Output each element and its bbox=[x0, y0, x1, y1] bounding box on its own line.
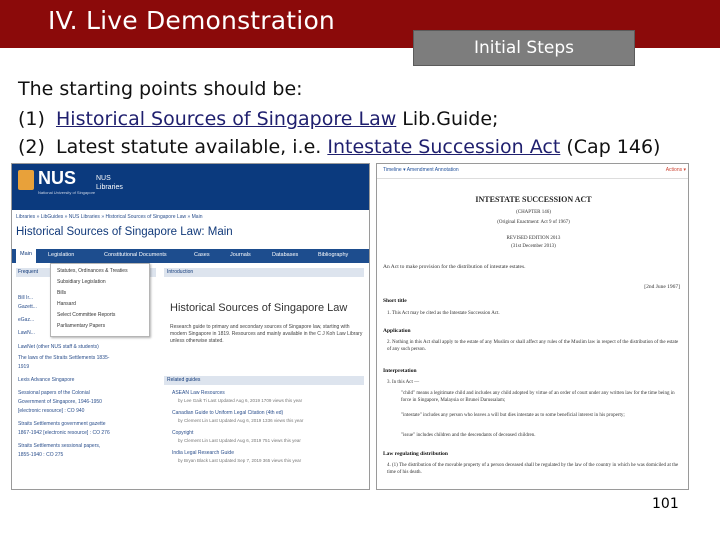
act-revised-edition: REVISED EDITION 2013 bbox=[506, 236, 561, 241]
nus-header bbox=[12, 164, 370, 210]
list-item[interactable]: Lexis Advance Singapore bbox=[18, 377, 75, 383]
list-item[interactable]: Bill Ir... bbox=[18, 295, 34, 301]
act-title: INTESTATE SUCCESSION ACT bbox=[475, 195, 592, 204]
act-enactment: (Original Enactment: Act 9 of 1967) bbox=[497, 220, 570, 225]
item-prefix: Latest statute available, i.e. bbox=[56, 136, 328, 158]
list-item[interactable]: LawNet (other NUS staff & students) bbox=[18, 344, 99, 350]
related-guide-meta: by Lee Gaik Ti Last Updated Aug 6, 2019 1709 views this year bbox=[178, 398, 303, 403]
actions-menu[interactable]: Actions ▾ bbox=[665, 167, 686, 173]
list-item[interactable]: LawN... bbox=[18, 330, 35, 336]
intro-text: The starting points should be: bbox=[18, 78, 303, 100]
act-chapter: (CHAPTER 146) bbox=[516, 210, 551, 215]
section-text: 3. In this Act — bbox=[387, 380, 420, 385]
section-label: Initial Steps bbox=[473, 38, 574, 58]
menu-item[interactable]: Parliamentary Papers bbox=[57, 323, 106, 329]
item-number: (1) bbox=[18, 108, 45, 130]
list-item[interactable]: Straits Settlements sessional papers, bbox=[18, 443, 101, 449]
section-text: 4. (1) The distribution of the movable property of a person deceased shall be regulated by the law of the country in which he was domiciled at the time of his death. bbox=[387, 463, 679, 475]
act-date: [2nd June 1967] bbox=[644, 284, 680, 290]
section-heading: Application bbox=[383, 328, 411, 334]
statute-toolbar bbox=[377, 164, 689, 179]
definition-text: "child" means a legitimate child and includes any child adopted by virtue of an order of court under any written law for the time being in force in Singapore, Malaysia or Brunei Darussalam; bbox=[401, 391, 675, 403]
intro-heading: Historical Sources of Singapore Law bbox=[170, 302, 348, 314]
list-item[interactable]: 1855-1940 : CO 275 bbox=[18, 452, 64, 458]
list-item[interactable]: Straits Settlements government gazette bbox=[18, 421, 106, 427]
legislation-dropdown-menu bbox=[50, 263, 150, 337]
tab-constitutional-documents[interactable]: Constitutional Documents bbox=[104, 252, 167, 258]
section-heading: Short title bbox=[383, 298, 407, 304]
statute-link[interactable]: Intestate Succession Act bbox=[327, 136, 561, 158]
related-guide-link[interactable]: Canadian Guide to Uniform Legal Citation (4th ed) bbox=[172, 410, 284, 416]
frequent-header: Frequent bbox=[16, 268, 156, 277]
tab-bibliography[interactable]: Bibliography bbox=[318, 252, 349, 258]
section-text: 1. This Act may be cited as the Intestate Succession Act. bbox=[387, 311, 500, 316]
intro-paragraph: Research guide to primary and secondary sources of Singapore law, starting with modern Singapore in 1819. Resources and mainly available in the C J Koh Law Library unless otherwise stated. bbox=[170, 324, 363, 344]
libguide-link[interactable]: Historical Sources of Singapore Law bbox=[56, 108, 397, 130]
menu-item[interactable]: Select Committee Reports bbox=[57, 312, 116, 318]
section-heading: Interpretation bbox=[383, 368, 417, 374]
list-item[interactable]: Gazett... bbox=[18, 304, 37, 310]
item-suffix: (Cap 146) bbox=[560, 136, 661, 158]
definition-text: "issue" includes children and the descendants of deceased children. bbox=[401, 433, 536, 438]
section-heading: Law regulating distribution bbox=[383, 451, 448, 457]
menu-item[interactable]: Statutes, Ordinances & Treaties bbox=[57, 268, 128, 274]
guide-title: Historical Sources of Singapore Law: Main bbox=[16, 226, 233, 238]
list-item[interactable]: 1919 bbox=[18, 364, 30, 370]
tab-databases[interactable]: Databases bbox=[272, 252, 299, 258]
statute-screenshot bbox=[376, 163, 689, 490]
definition-text: "intestate" includes any person who leaves a will but dies intestate as to some beneficial interest in his property; bbox=[401, 413, 625, 418]
list-item[interactable]: Sessional papers of the Colonial bbox=[18, 390, 90, 396]
tab-cases[interactable]: Cases bbox=[194, 252, 210, 258]
logo-subtext: National University of Singapore bbox=[38, 190, 96, 195]
slide-title: IV. Live Demonstration bbox=[48, 6, 335, 35]
related-guide-meta: by Clement Lin Last Updated Aug 6, 2019 1336 views this year bbox=[178, 418, 304, 423]
menu-item[interactable]: Hansard bbox=[57, 301, 76, 307]
related-guide-link[interactable]: Copyright bbox=[172, 430, 194, 436]
related-guide-link[interactable]: India Legal Research Guide bbox=[172, 450, 234, 456]
item-number: (2) bbox=[18, 136, 45, 158]
breadcrumb[interactable]: Libraries » LibGuides » NUS Libraries » Historical Sources of Singapore Law » Main bbox=[16, 214, 203, 220]
section-text: 2. Nothing in this Act shall apply to the estate of any Muslim or shall affect any rules of the Muslim law in respect of the distribution of the estate of any such person. bbox=[387, 340, 679, 352]
list-item[interactable]: The laws of the Straits Settlements 1835- bbox=[18, 355, 110, 361]
tab-journals[interactable]: Journals bbox=[230, 252, 251, 258]
menu-item[interactable]: Subsidiary Legislation bbox=[57, 279, 106, 285]
section-label-box bbox=[413, 30, 635, 66]
list-item[interactable]: Government of Singapore, 1946-1950 bbox=[18, 399, 102, 405]
crest-icon bbox=[18, 170, 34, 190]
menu-item[interactable]: Bills bbox=[57, 290, 67, 296]
related-guide-link[interactable]: ASEAN Law Resources bbox=[172, 390, 225, 396]
page-number: 101 bbox=[652, 496, 679, 512]
tab-main[interactable]: Main bbox=[16, 249, 36, 263]
related-guide-meta: by Bryan Black Last Updated Sep 7, 2019 365 views this year bbox=[178, 458, 302, 463]
starting-point-1 bbox=[18, 108, 498, 130]
library-name: NUS Libraries bbox=[96, 175, 123, 191]
list-item[interactable]: [electronic resource] : CO 940 bbox=[18, 408, 85, 414]
list-item[interactable]: 1867-1942 [electronic resource] : CO 276 bbox=[18, 430, 110, 436]
item-suffix: Lib.Guide; bbox=[396, 108, 499, 130]
tab-legislation[interactable]: Legislation bbox=[48, 252, 75, 258]
logo-text: NUS bbox=[38, 168, 77, 188]
list-item[interactable]: eGaz... bbox=[18, 317, 35, 323]
timeline-menu[interactable]: Timeline ▾ Amendment Annotation bbox=[383, 167, 459, 173]
introduction-header: Introduction bbox=[164, 268, 364, 277]
act-revised-date: (31st December 2013) bbox=[511, 244, 556, 249]
act-description: An Act to make provision for the distribution of intestate estates. bbox=[383, 264, 526, 270]
related-guides-header: Related guides bbox=[164, 376, 364, 385]
nus-logo bbox=[18, 168, 96, 206]
guide-tabs bbox=[12, 249, 370, 263]
related-guide-meta: by Clement Lin Last Updated Aug 6, 2019 751 views this year bbox=[178, 438, 301, 443]
libguide-screenshot bbox=[11, 163, 370, 490]
starting-point-2 bbox=[18, 136, 660, 158]
